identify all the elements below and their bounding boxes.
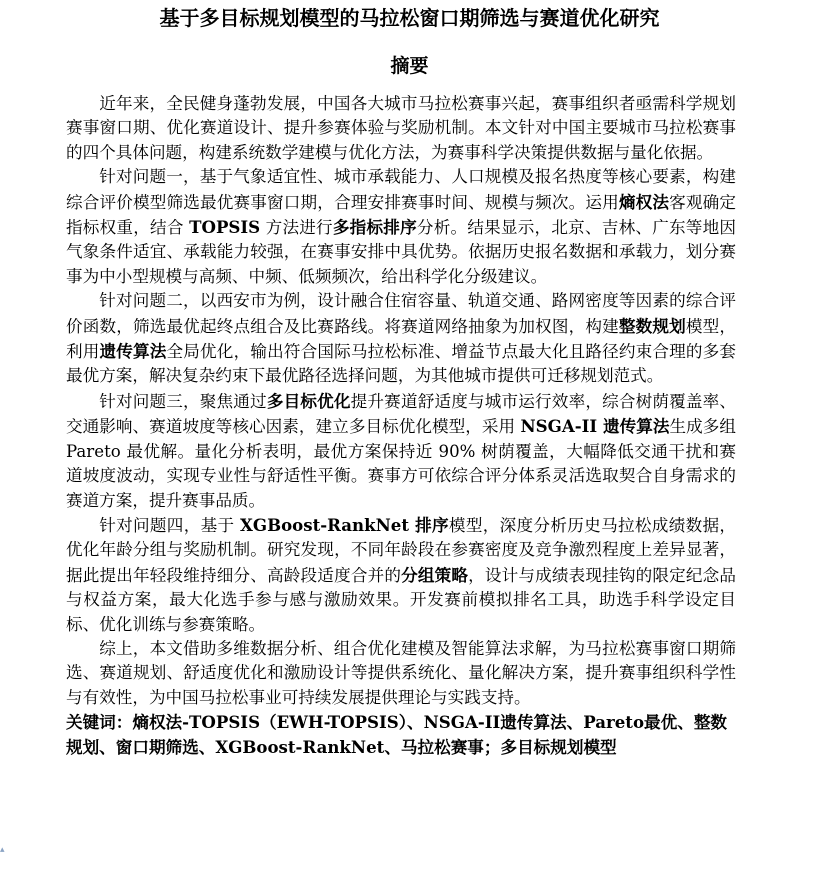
bold-term: TOPSIS — [189, 217, 261, 238]
text-run: 客观确定指标权重，结合 — [66, 192, 737, 238]
abstract-paragraph — [66, 165, 736, 289]
text-run: 分析。结果显示，北京、吉林、广东等地因气象条件适宜、承载能力较强，在赛事安排中具优势。依据历史报名数据和承载力，划分赛事为中小型规模与高频、中频、低频频次，给出科学化分级建议。 — [66, 218, 737, 286]
abstract-body — [66, 92, 736, 760]
bold-term: 熵权法 — [618, 191, 670, 212]
text-run: 生成多组 Pareto 最优解。量化分析表明，最优方案保持近 90% 树荫覆盖，大幅降低交通干扰和赛道坡度波动，实现专业性与舒适性平衡。赛事方可依综合评分体系灵活选取契合自身需求的赛道方案，提升赛事品质。 — [66, 417, 737, 510]
abstract-paragraph — [66, 637, 736, 710]
abstract-paragraph — [66, 92, 736, 165]
bold-term: 遗传算法 — [99, 341, 167, 362]
text-run: 针对问题四，基于 — [99, 515, 241, 535]
bold-term: 整数规划 — [618, 315, 686, 336]
text-run: 方法进行 — [260, 218, 333, 238]
text-run: 提升赛道舒适度与城市运行效率，综合树荫覆盖率、交通影响、赛道坡度等核心因素，建立多目标优化模型，采用 — [66, 391, 737, 437]
bold-term: 多目标优化 — [266, 390, 351, 411]
keywords-line: 关键词：熵权法-TOPSIS（EWH-TOPSIS）、NSGA-II遗传算法、Pareto最优、整数规划、窗口期筛选、XGBoost-RankNet、马拉松赛事；多目标规划模型 — [66, 712, 728, 758]
bold-term: XGBoost-RankNet 排序 — [240, 514, 449, 535]
text-run: 综上，本文借助多维数据分析、组合优化建模及智能算法求解，为马拉松赛事窗口期筛选、赛道规划、舒适度优化和激励设计等提供系统化、量化解决方案，提升赛事组织科学性与有效性，为中国马拉松事业可持续发展提供理论与实践支持。 — [66, 638, 736, 707]
bold-term: 分组策略 — [401, 564, 469, 585]
text-run: 全局优化，输出符合国际马拉松标准、增益节点最大化且路径约束合理的多套最优方案，解决复杂约束下最优路径选择问题，为其他城市提供可迁移规划范式。 — [66, 342, 737, 386]
paper-title: 基于多目标规划模型的马拉松窗口期筛选与赛道优化研究 — [159, 6, 660, 30]
abstract-heading: 摘要 — [390, 55, 429, 77]
text-run: 近年来，全民健身蓬勃发展，中国各大城市马拉松赛事兴起，赛事组织者亟需科学规划赛事窗口期、优化赛道设计、提升参赛体验与奖励机制。本文针对中国主要城市马拉松赛事的四个具体问题，构建系统数学建模与优化方法，为赛事科学决策提供数据与量化依据。 — [66, 94, 736, 162]
text-run: 针对问题一，基于气象适宜性、城市承载能力、人口规模及报名热度等核心要素，构建综合评价模型筛选最优赛事窗口期，合理安排赛事时间、规模与频次。运用 — [66, 167, 736, 212]
text-run: ，设计与成绩表现挂钩的限定纪念品与权益方案，最大化选手参与感与激励效果。开发赛前模拟排名工具，助选手科学设定目标、优化训练与参赛策略。 — [66, 565, 737, 634]
margin-marker-icon: ▴ — [0, 845, 5, 855]
bold-term: 多指标排序 — [332, 217, 417, 238]
abstract-paragraph — [66, 389, 736, 513]
abstract-paragraph — [66, 289, 736, 389]
bold-term: NSGA-II 遗传算法 — [520, 416, 670, 437]
abstract-paragraph — [66, 513, 736, 637]
text-run: 模型，深度分析历史马拉松成绩数据，优化年龄分组与奖励机制。研究发现，不同年龄段在参赛密度及竞争激烈程度上差异显著，据此提出年轻段维持细分、高龄段适度合并的 — [66, 515, 737, 585]
text-run: 针对问题三，聚焦通过 — [99, 391, 267, 411]
text-run: 针对问题二，以西安市为例，设计融合住宿容量、轨道交通、路网密度等因素的综合评价函数，筛选最优起终点组合及比赛路线。将赛道网络抽象为加权图，构建 — [66, 291, 736, 336]
text-run: 模型，利用 — [66, 316, 737, 362]
